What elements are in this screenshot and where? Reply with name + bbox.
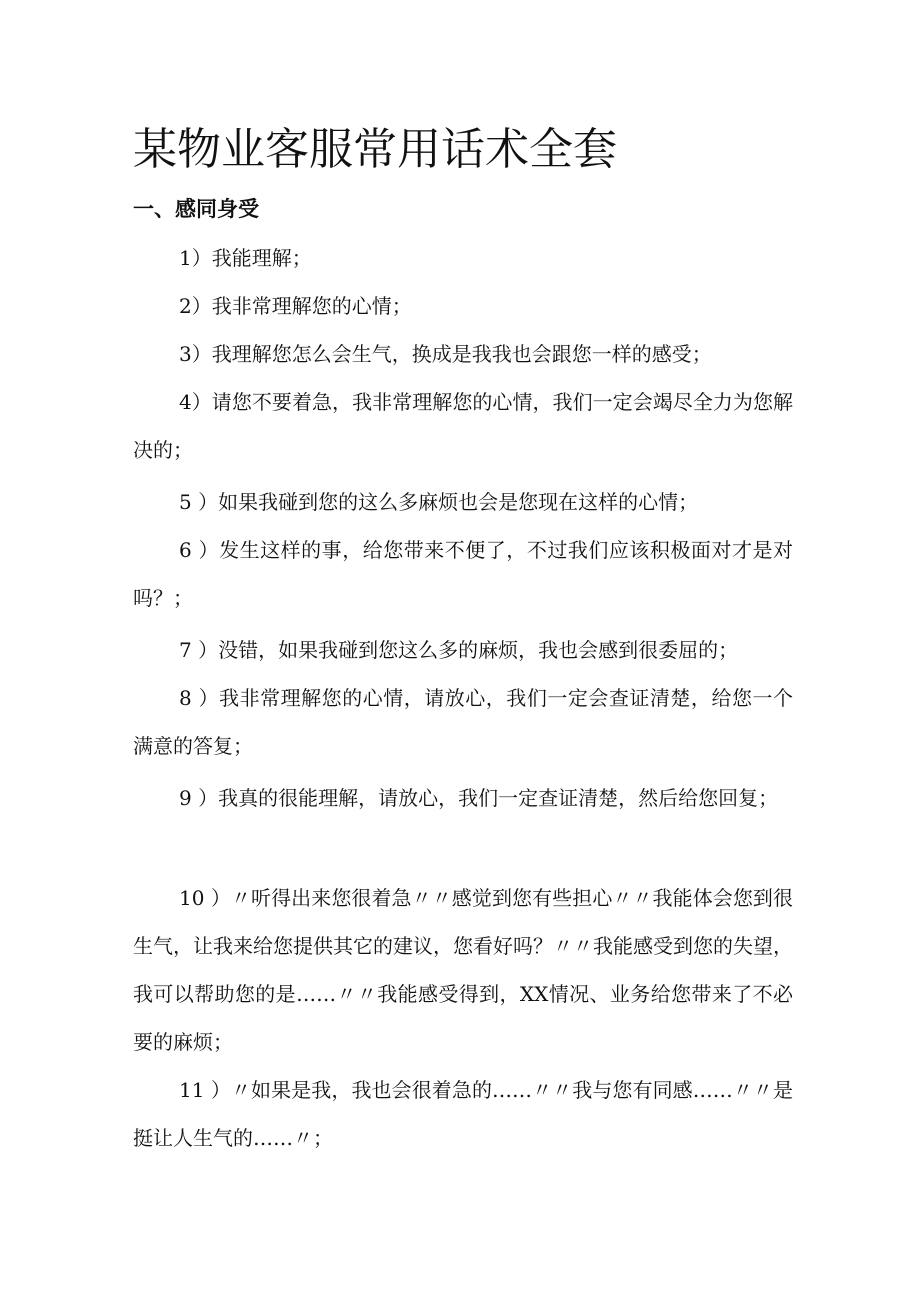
list-item: 5 ）如果我碰到您的这么多麻烦也会是您现在这样的心情；: [179, 490, 699, 514]
list-item: 7 ）没错，如果我碰到您这么多的麻烦，我也会感到很委屈的；: [179, 638, 739, 662]
list-item: 10 ）〃听得出来您很着急〃〃感觉到您有些担心〃〃我能体会您到很生气，让我来给您提供其它的建议，您看好吗？〃〃我能感受到您的失望，我可以帮助您的是……〃〃我能感受得到，XX情况、业务给您带来了不必要的麻烦；: [133, 886, 793, 1054]
section-heading: 一、感同身受: [133, 196, 259, 221]
list-item: 8 ）我非常理解您的心情，请放心，我们一定会查证清楚，给您一个满意的答复；: [133, 686, 793, 758]
list-item: 2）我非常理解您的心情；: [179, 294, 412, 318]
list-item: 4）请您不要着急，我非常理解您的心情，我们一定会竭尽全力为您解决的；: [133, 390, 793, 462]
list-item: 9 ）我真的很能理解，请放心，我们一定查证清楚，然后给您回复；: [179, 786, 779, 810]
list-item: 3）我理解您怎么会生气，换成是我我也会跟您一样的感受；: [179, 342, 712, 366]
list-item: 1）我能理解；: [179, 246, 312, 270]
list-item: 6 ）发生这样的事，给您带来不便了，不过我们应该积极面对才是对吗？；: [133, 538, 793, 610]
page-title: 某物业客服常用话术全套: [133, 124, 617, 175]
list-item: 11 ）〃如果是我，我也会很着急的……〃〃我与您有同感……〃〃是挺让人生气的……〃；: [133, 1078, 793, 1150]
